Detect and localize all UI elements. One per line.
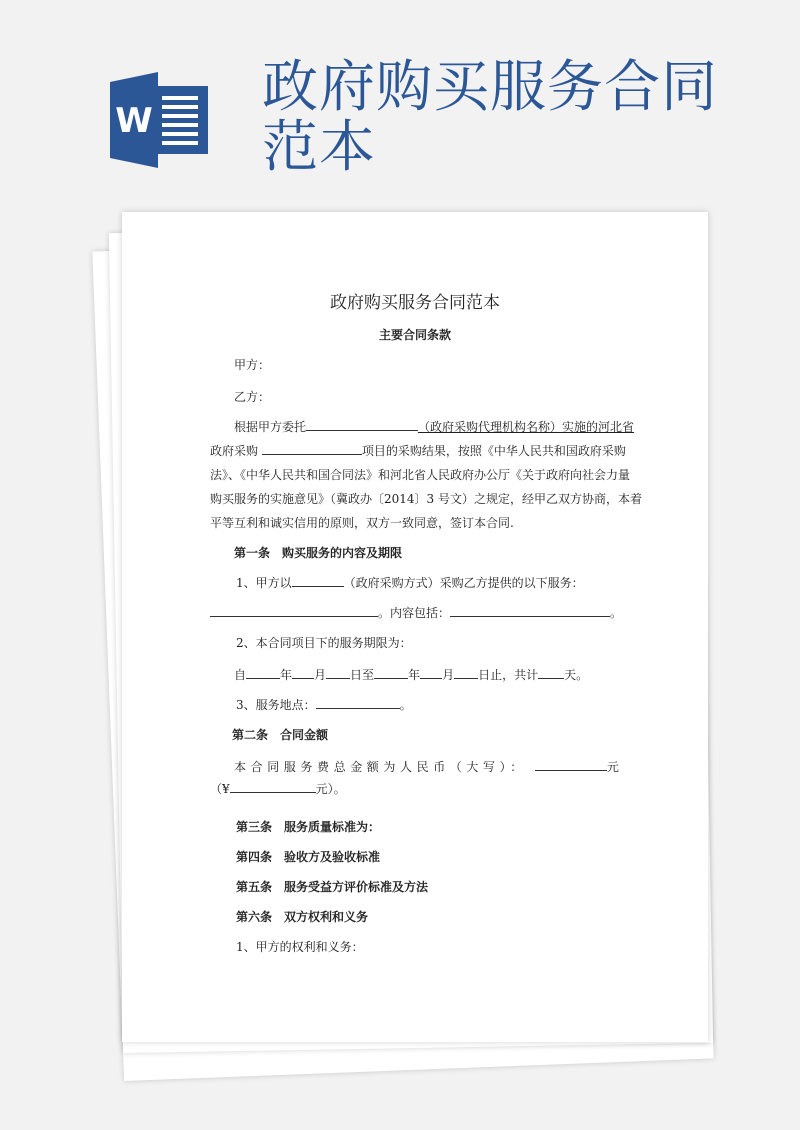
article-5-heading: 第五条 服务受益方评价标准及方法 bbox=[236, 880, 429, 894]
intro-line-1: 根据甲方委托 （政府采购代理机构名称）实施的河北省 bbox=[234, 420, 635, 434]
article-1-content: 。内容包括： 。 bbox=[210, 604, 622, 621]
intro-line-5: 平等互利和诚实信用的原则，双方一致同意，签订本合同. bbox=[210, 516, 514, 530]
article-1-item-1: 1、甲方以 （政府采购方式）采购乙方提供的以下服务： bbox=[236, 576, 584, 590]
svg-text:W: W bbox=[115, 101, 153, 141]
article-3-heading: 第三条 服务质量标准为： bbox=[236, 820, 381, 834]
article-4-heading: 第四条 验收方及验收标准 bbox=[236, 850, 381, 864]
article-1-heading: 第一条 购买服务的内容及期限 bbox=[234, 546, 403, 560]
amount-line-1: 本合同服务费总金额为人民币（大写）： 元 bbox=[234, 760, 624, 774]
article-1-item-3: 3、服务地点： 。 bbox=[236, 698, 412, 712]
service-period: 自 年 月 日至 年 月 日止，共计 天。 bbox=[234, 668, 589, 682]
intro-line-2: 政府采购 项目的采购结果，按照《中华人民共和国政府采购 bbox=[210, 444, 626, 458]
article-6-heading: 第六条 双方权利和义务 bbox=[236, 910, 369, 924]
word-logo-icon bbox=[110, 72, 210, 168]
party-b: 乙方： bbox=[234, 390, 271, 404]
article-1-item-2: 2、本合同项目下的服务期限为： bbox=[236, 636, 412, 650]
article-2-heading: 第二条 合同金额 bbox=[232, 728, 329, 742]
party-a: 甲方： bbox=[234, 358, 271, 372]
article-6-item-1: 1、甲方的权利和义务： bbox=[236, 940, 364, 954]
doc-title: 政府购买服务合同范本 bbox=[330, 293, 500, 313]
doc-subtitle: 主要合同条款 bbox=[378, 328, 451, 342]
amount-line-2: （¥ 元）。 bbox=[210, 782, 346, 796]
header-title: 政府购买服务合同范本 bbox=[262, 55, 718, 180]
intro-line-3: 法》、《中华人民共和国合同法》和河北省人民政府办公厅《关于政府向社会力量 bbox=[210, 468, 631, 482]
intro-line-4: 购买服务的实施意见》（冀政办〔2014〕3 号文）之规定，经甲乙双方协商，本着 bbox=[210, 492, 642, 506]
